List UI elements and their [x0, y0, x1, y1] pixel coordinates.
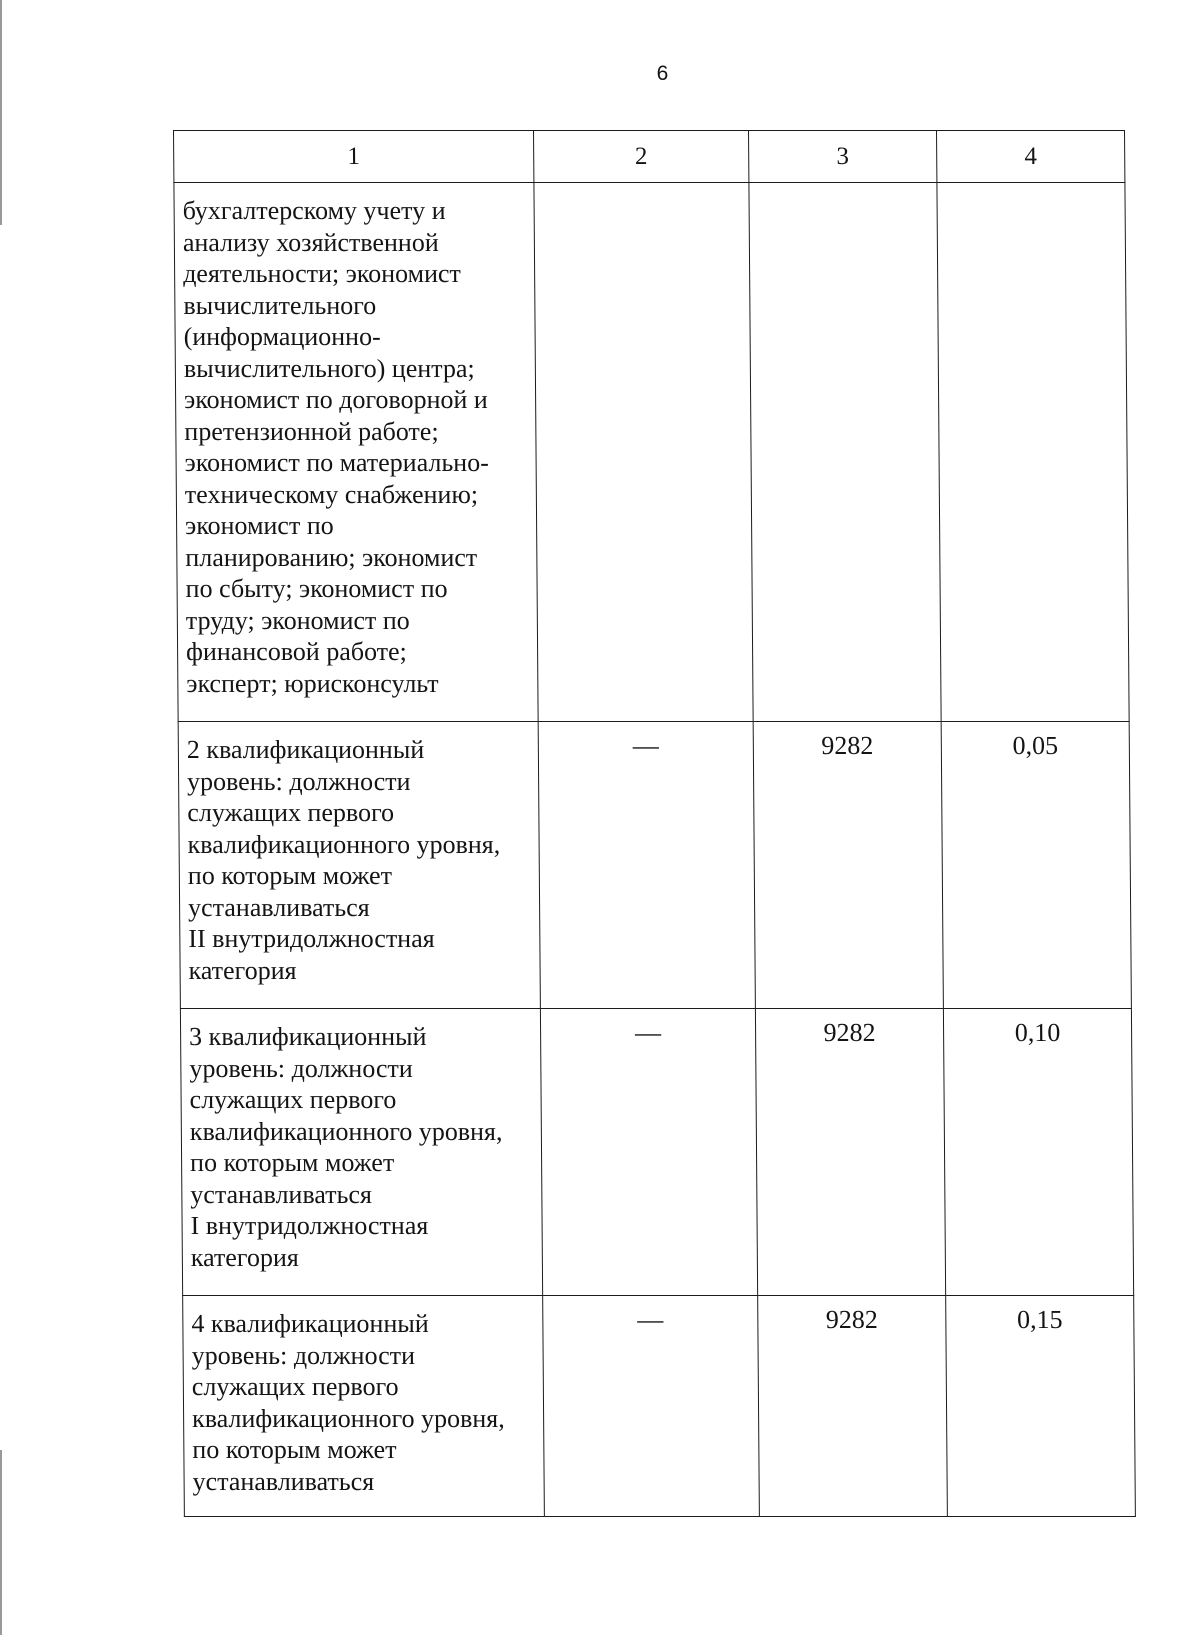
- column-2-cell: —: [538, 722, 755, 1009]
- position-description-cell: 4 квалификационный уровень: должности служащих первого квалификационного уровня, по которым может устанавливаться: [183, 1296, 545, 1517]
- page-number: 6: [656, 62, 669, 85]
- position-description-cell: 2 квалификационный уровень: должности служащих первого квалификационного уровня, по которым может устанавливаться II внутридолжностная категория: [178, 722, 540, 1009]
- column-header: 3: [749, 131, 937, 183]
- column-2-cell: —: [543, 1296, 760, 1517]
- table-row: [180, 1009, 1133, 1296]
- table-header-row: [174, 131, 1125, 183]
- scan-edge-mark: [0, 0, 2, 225]
- position-description-cell: 3 квалификационный уровень: должности служащих первого квалификационного уровня, по которым может устанавливаться I внутридолжностная категория: [180, 1009, 542, 1296]
- base-salary-cell: 9282: [755, 1009, 945, 1296]
- table-row: [178, 722, 1131, 1009]
- coefficient-cell: [937, 183, 1129, 722]
- scan-edge-mark: [0, 1450, 2, 1635]
- column-2-cell: —: [540, 1009, 757, 1296]
- base-salary-cell: [749, 183, 941, 722]
- position-description-cell: бухгалтерскому учету и анализу хозяйственной деятельности; экономист вычислительного (информационно- вычислительного) центра; экономист по договорной и претензионной работе; экономист по материально- техническому снабжению; экономист по планированию; экономист по сбыту; экономист по труду; экономист по финансовой работе; эксперт; юрисконсульт: [174, 183, 538, 722]
- column-2-cell: [534, 183, 753, 722]
- table-row: [183, 1296, 1136, 1517]
- table-row: [174, 183, 1129, 722]
- qualification-table: [173, 130, 1136, 1517]
- coefficient-cell: 0,15: [946, 1296, 1136, 1517]
- coefficient-cell: 0,05: [941, 722, 1131, 1009]
- coefficient-cell: 0,10: [943, 1009, 1133, 1296]
- column-header: 2: [534, 131, 749, 183]
- column-header: 1: [174, 131, 534, 183]
- base-salary-cell: 9282: [753, 722, 943, 1009]
- base-salary-cell: 9282: [758, 1296, 948, 1517]
- column-header: 4: [937, 131, 1125, 183]
